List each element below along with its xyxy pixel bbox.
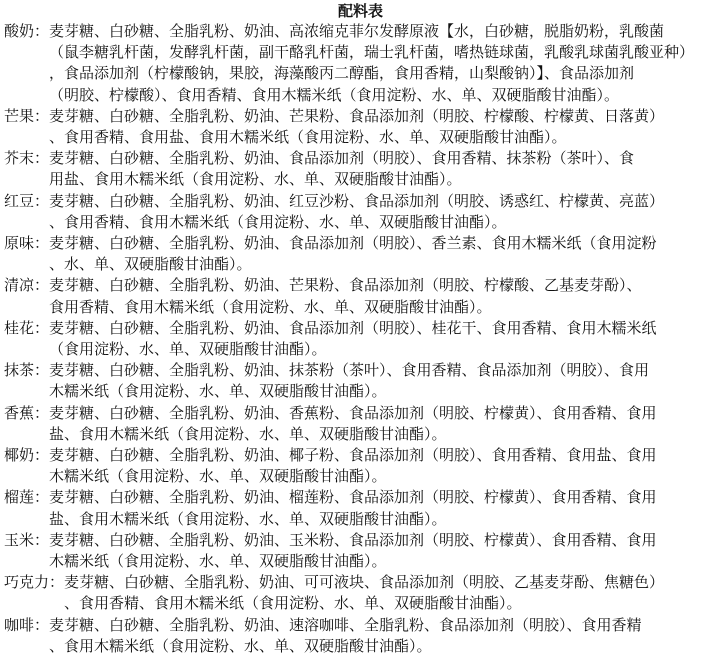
ingredients-text <box>49 615 717 657</box>
ingredients-line: 、食用香精、食用木糯米纸（食用淀粉、水、单、双硬脂酸甘油酯）。 <box>49 212 507 231</box>
flavor-label: 巧克力： <box>4 573 65 592</box>
flavor-label: 芥末： <box>4 149 50 168</box>
ingredients-line: 木糯米纸（食用淀粉、水、单、双硬脂酸甘油酯）。 <box>49 467 387 486</box>
ingredients-text <box>49 233 717 275</box>
ingredients-line: 、食用木糯米纸（食用淀粉、水、单、双硬脂酸甘油酯）。 <box>49 636 432 655</box>
flavor-label: 桂花： <box>4 318 50 337</box>
flavor-label: 清凉： <box>4 276 50 295</box>
ingredient-entry <box>4 530 717 572</box>
ingredients-line: （鼠李糖乳杆菌，发酵乳杆菌，副干酪乳杆菌，瑞士乳杆菌，嗜热链球菌，乳酸乳球菌乳酸亚种） <box>49 43 695 62</box>
ingredient-entry <box>4 191 717 233</box>
ingredients-line: 麦芽糖、白砂糖、全脂乳粉、奶油、抹茶粉（茶叶）、食用香精、食品添加剂（明胶）、食用 <box>49 361 650 380</box>
ingredients-line: 盐、食用木糯米纸（食用淀粉、水、单、双硬脂酸甘油酯）。 <box>49 424 447 443</box>
ingredient-entry <box>4 106 717 148</box>
ingredient-entry <box>4 572 717 614</box>
ingredients-line: 麦芽糖、白砂糖、全脂乳粉、奶油、高浓缩克菲尔发酵原液【水，白砂糖，脱脂奶粉，乳酸菌 <box>49 22 665 40</box>
ingredients-text <box>49 360 717 402</box>
ingredients-text <box>49 106 717 148</box>
ingredients-text <box>49 191 717 233</box>
ingredients-text <box>49 403 717 445</box>
ingredients-line: 麦芽糖、白砂糖、全脂乳粉、奶油、芒果粉、食品添加剂（明胶、柠檬酸、乙基麦芽酚）、 <box>49 276 642 295</box>
ingredients-text <box>49 148 717 190</box>
ingredients-line: 、食用香精、食用盐、食用木糯米纸（食用淀粉、水、单、双硬脂酸甘油酯）。 <box>49 128 567 147</box>
ingredients-line: 盐、食用木糯米纸（食用淀粉、水、单、双硬脂酸甘油酯）。 <box>49 509 447 528</box>
ingredients-line: 麦芽糖、白砂糖、全脂乳粉、奶油、芒果粉、食品添加剂（明胶、柠檬酸、柠檬黄、日落黄） <box>49 106 665 125</box>
flavor-label: 原味： <box>4 234 50 253</box>
flavor-label: 酸奶： <box>4 22 50 40</box>
ingredients-text <box>49 487 717 529</box>
ingredients-line: 、食用香精、食用木糯米纸（食用淀粉、水、单、双硬脂酸甘油酯）。 <box>64 594 522 613</box>
ingredient-entry <box>4 275 717 317</box>
ingredients-line: ，食品添加剂（柠檬酸钠，果胶，海藻酸丙二醇酯，食用香精，山梨酸钠）】、食品添加剂 <box>49 64 635 83</box>
flavor-label: 红豆： <box>4 191 50 210</box>
ingredients-line: 麦芽糖、白砂糖、全脂乳粉、奶油、食品添加剂（明胶）、香兰素、食用木糯米纸（食用淀粉 <box>49 234 657 253</box>
ingredient-entry <box>4 318 717 360</box>
ingredients-line: 麦芽糖、白砂糖、全脂乳粉、奶油、玉米粉、食品添加剂（明胶、柠檬黄）、食用香精、食用 <box>49 530 657 549</box>
flavor-label: 榴莲： <box>4 488 50 507</box>
ingredients-line: 麦芽糖、白砂糖、全脂乳粉、奶油、速溶咖啡、全脂乳粉、食品添加剂（明胶）、食用香精 <box>49 615 642 634</box>
ingredient-entry <box>4 445 717 487</box>
ingredient-entry <box>4 487 717 529</box>
ingredients-text <box>49 445 717 487</box>
ingredients-line: 麦芽糖、白砂糖、全脂乳粉、奶油、椰子粉、食品添加剂（明胶）、食用香精、食用盐、食用 <box>49 446 657 465</box>
ingredients-line: 麦芽糖、白砂糖、全脂乳粉、奶油、食品添加剂（明胶）、食用香精、抹茶粉（茶叶）、食 <box>49 149 635 168</box>
ingredients-line: 木糯米纸（食用淀粉、水、单、双硬脂酸甘油酯）。 <box>49 382 387 401</box>
ingredient-list <box>4 21 717 657</box>
ingredients-line: 麦芽糖、白砂糖、全脂乳粉、奶油、榴莲粉、食品添加剂（明胶、柠檬黄）、食用香精、食用 <box>49 488 657 507</box>
ingredients-line: 食用香精、食用木糯米纸（食用淀粉、水、单、双硬脂酸甘油酯）。 <box>49 297 492 316</box>
ingredient-entry <box>4 148 717 190</box>
ingredients-line: （明胶、柠檬酸）、食用香精、食用木糯米纸（食用淀粉、水、单、双硬脂酸甘油酯）。 <box>49 85 620 104</box>
flavor-label: 香蕉： <box>4 403 50 422</box>
ingredients-text <box>49 275 717 317</box>
ingredients-text <box>49 318 717 360</box>
ingredients-text <box>64 572 717 614</box>
flavor-label: 椰奶： <box>4 446 50 465</box>
ingredients-line: 麦芽糖、白砂糖、全脂乳粉、奶油、食品添加剂（明胶）、桂花干、食用香精、食用木糯米纸 <box>49 318 657 337</box>
ingredients-line: 、水、单、双硬脂酸甘油酯）。 <box>49 255 252 274</box>
ingredients-text <box>49 21 717 106</box>
ingredient-entry <box>4 615 717 657</box>
flavor-label: 玉米： <box>4 530 50 549</box>
ingredients-text <box>49 530 717 572</box>
ingredient-entry <box>4 360 717 402</box>
ingredients-line: 麦芽糖、白砂糖、全脂乳粉、奶油、红豆沙粉、食品添加剂（明胶、诱惑红、柠檬黄、亮蓝） <box>49 191 665 210</box>
ingredients-line: （食用淀粉、水、单、双硬脂酸甘油酯）。 <box>49 340 327 359</box>
ingredients-line: 麦芽糖、白砂糖、全脂乳粉、奶油、可可液块、食品添加剂（明胶、乙基麦芽酚、焦糖色） <box>64 573 665 592</box>
flavor-label: 咖啡： <box>4 615 50 634</box>
ingredients-line: 用盐、食用木糯米纸（食用淀粉、水、单、双硬脂酸甘油酯）。 <box>49 170 462 189</box>
flavor-label: 芒果： <box>4 106 50 125</box>
ingredient-entry <box>4 403 717 445</box>
ingredient-entry <box>4 21 717 106</box>
flavor-label: 抹茶： <box>4 361 50 380</box>
ingredient-entry <box>4 233 717 275</box>
ingredients-line: 麦芽糖、白砂糖、全脂乳粉、奶油、香蕉粉、食品添加剂（明胶、柠檬黄）、食用香精、食用 <box>49 403 657 422</box>
page-title: 配料表 <box>337 2 383 20</box>
ingredients-line: 木糯米纸（食用淀粉、水、单、双硬脂酸甘油酯）。 <box>49 552 387 571</box>
